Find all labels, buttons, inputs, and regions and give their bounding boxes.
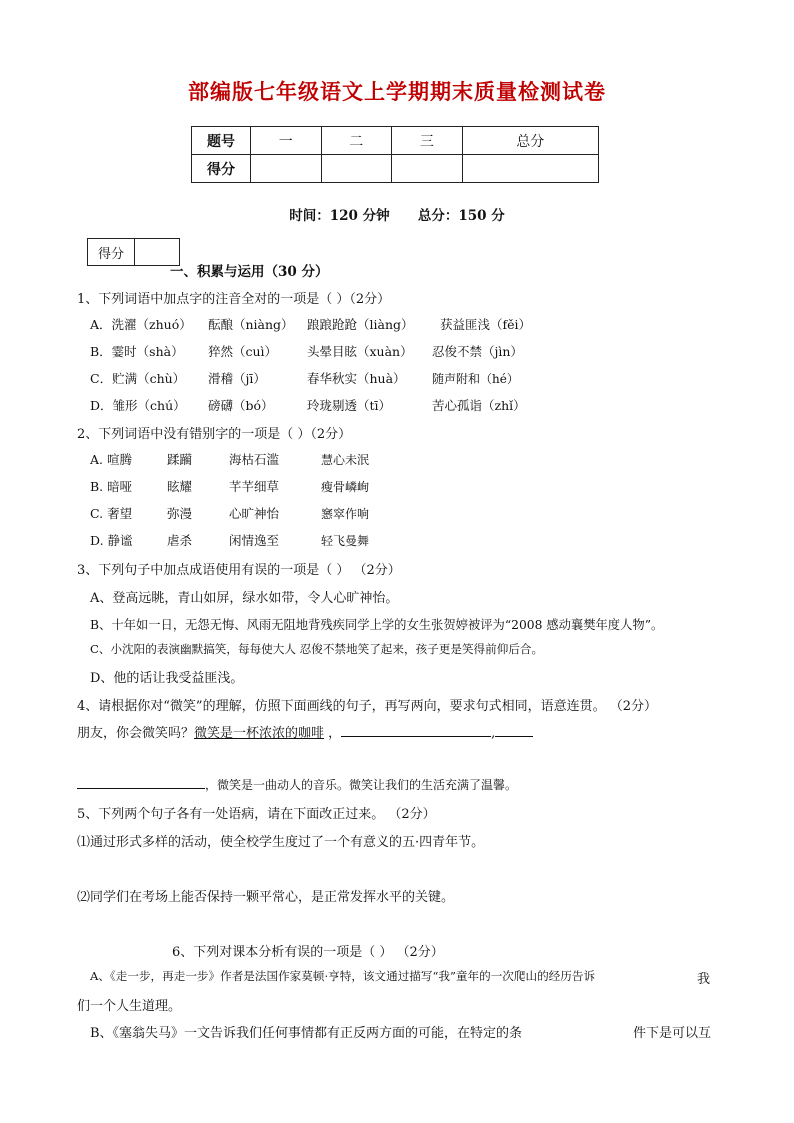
option-term: 虐杀	[167, 533, 193, 548]
q5-sentence-2: ⑵同学们在考场上能否保持一颗平常心，是正常发挥水平的关键。	[77, 890, 455, 905]
option-term: 瘦骨嶙峋	[321, 480, 370, 494]
q3-option-b[interactable]: B、十年如一日，无怨无悔、风雨无阻地背残疾同学上学的女生张贺婷被评为“2008 感动襄樊年度人物”。	[90, 618, 664, 632]
option-term: 闲情逸至	[229, 533, 280, 548]
option-term: 头晕目眩（xuàn）	[307, 344, 413, 359]
q3-option-d[interactable]: D、他的话让我受益匪浅。	[90, 671, 244, 686]
option-term: 弥漫	[167, 506, 193, 521]
question-5-stem: 5、下列两个句子各有一处语病，请在下面改正过来。 （2分）	[77, 807, 436, 822]
q6-option-b[interactable]: B、《塞翁失马》一文告诉我们任何事情都有正反两方面的可能，在特定的条	[90, 1026, 523, 1041]
option-term: 窸窣作响	[321, 507, 370, 521]
q6-option-b-tail: 件下是可以互	[633, 1026, 712, 1041]
section-1-title: 一、积累与运用（30 分）	[170, 264, 329, 280]
option-term: 轻飞曼舞	[321, 534, 370, 548]
score-table-cell: 总分	[462, 127, 598, 155]
score-row-label: 得分	[192, 155, 251, 183]
option-term: 随声附和（hé）	[432, 372, 519, 386]
section-score-label: 得分	[88, 239, 135, 265]
option-term: D．雏形（chú）	[90, 398, 186, 413]
option-term: 猝然（cuì）	[208, 344, 278, 359]
q6-option-a[interactable]: A、《走一步，再走一步》作者是法国作家莫顿·亨特，该文通过描写“我”童年的一次爬山的经历告诉	[90, 969, 596, 983]
q2-option-a[interactable]: A. 喧腾	[90, 452, 132, 467]
q4-line-2	[77, 776, 517, 793]
score-table-score-row	[192, 155, 599, 183]
q1-option-c[interactable]	[90, 369, 185, 387]
score-table	[191, 126, 599, 183]
q4-example-line: 朋友，你会微笑吗？微笑是一杯浓浓的咖啡 ， ,	[77, 722, 533, 741]
q3-option-a[interactable]: A、登高远眺，青山如屏，绿水如带，令人心旷神怡。	[90, 591, 399, 606]
section-score-box	[87, 238, 180, 266]
q4-suffix: ，微笑是一曲动人的音乐。微笑让我们的生活充满了温馨。	[205, 778, 518, 792]
score-table-header-row	[192, 127, 599, 155]
option-term: C．贮满（chù）	[90, 371, 186, 386]
page-title: 部编版七年级语文上学期期末质量检测试卷	[188, 80, 606, 104]
option-term: B．霎时（shà）	[90, 344, 184, 359]
option-term: 蹂躏	[167, 452, 193, 467]
score-table-cell: 题号	[192, 127, 251, 155]
option-term: 忍俊不禁（jìn）	[432, 344, 523, 359]
option-term: 酝酿（niàng）	[208, 317, 294, 332]
option-term: 获益匪浅（fěi）	[440, 317, 532, 332]
option-term: 慧心未泯	[321, 453, 370, 467]
q4-underlined-sentence: 微笑是一杯浓浓的咖啡	[194, 726, 325, 741]
q1-option-d[interactable]	[90, 396, 186, 414]
option-term: 海枯石滥	[229, 452, 280, 467]
score-input-cell[interactable]	[392, 155, 463, 183]
option-term: 磅礴（bó）	[208, 398, 274, 413]
option-term: 心旷神怡	[229, 506, 280, 521]
question-4-stem: 4、请根据你对“微笑”的理解，仿照下面画线的句子，再写两向，要求句式相同，语意连贯。 （2分）	[77, 699, 657, 714]
question-6-stem: 6、下列对课本分析有误的一项是（ ） （2分）	[172, 945, 444, 960]
score-input-cell[interactable]	[462, 155, 598, 183]
option-term: 眩耀	[167, 479, 193, 494]
score-table-cell: 二	[321, 127, 392, 155]
q4-answer-blank-3[interactable]	[77, 776, 205, 789]
option-term: 春华秋实（huà）	[307, 371, 406, 386]
option-term: 滑稽（jī）	[208, 371, 266, 386]
question-2-stem: 2、下列词语中没有错别字的一项是（ ）（2分）	[77, 427, 352, 442]
q6-option-a-line2: 们一个人生道理。	[77, 999, 182, 1014]
q4-answer-blank-2[interactable]	[495, 724, 533, 737]
q1-option-a[interactable]	[90, 315, 192, 333]
q2-option-d[interactable]: D. 静谧	[90, 533, 133, 548]
q1-option-b[interactable]	[90, 342, 184, 360]
score-input-cell[interactable]	[251, 155, 322, 183]
q5-sentence-1: ⑴通过形式多样的活动，使全校学生度过了一个有意义的五·四青年节。	[77, 835, 485, 850]
option-term: 苦心孤诣（zhǐ）	[432, 398, 526, 413]
q4-prefix: 朋友，你会微笑吗？	[77, 726, 195, 741]
time-and-total: 时间：120 分钟 总分：150 分	[289, 208, 505, 224]
option-term: 踉踉跄跄（liàng）	[307, 317, 414, 332]
q2-option-c[interactable]: C. 奢望	[90, 506, 133, 521]
score-input-cell[interactable]	[321, 155, 392, 183]
question-3-stem: 3、下列句子中加点成语使用有误的一项是（ ） （2分）	[77, 563, 401, 578]
option-term: A．洗濯（zhuó）	[90, 317, 192, 332]
q2-option-b[interactable]: B. 暗哑	[90, 479, 133, 494]
score-table-cell: 一	[251, 127, 322, 155]
option-term: 玲珑剔透（tī）	[307, 398, 392, 413]
question-1-stem: 1、下列词语中加点字的注音全对的一项是（ ）（2分）	[77, 292, 391, 307]
score-table-cell: 三	[392, 127, 463, 155]
option-term: 芊芊细草	[229, 479, 280, 494]
q4-answer-blank-1[interactable]	[341, 724, 491, 737]
q6-option-a-tail: 我	[697, 972, 711, 987]
q3-option-c[interactable]: C、小沈阳的表演幽默搞笑，每每使大人 忍俊不禁地笑了起来，孩子更是笑得前仰后合。	[90, 642, 544, 656]
